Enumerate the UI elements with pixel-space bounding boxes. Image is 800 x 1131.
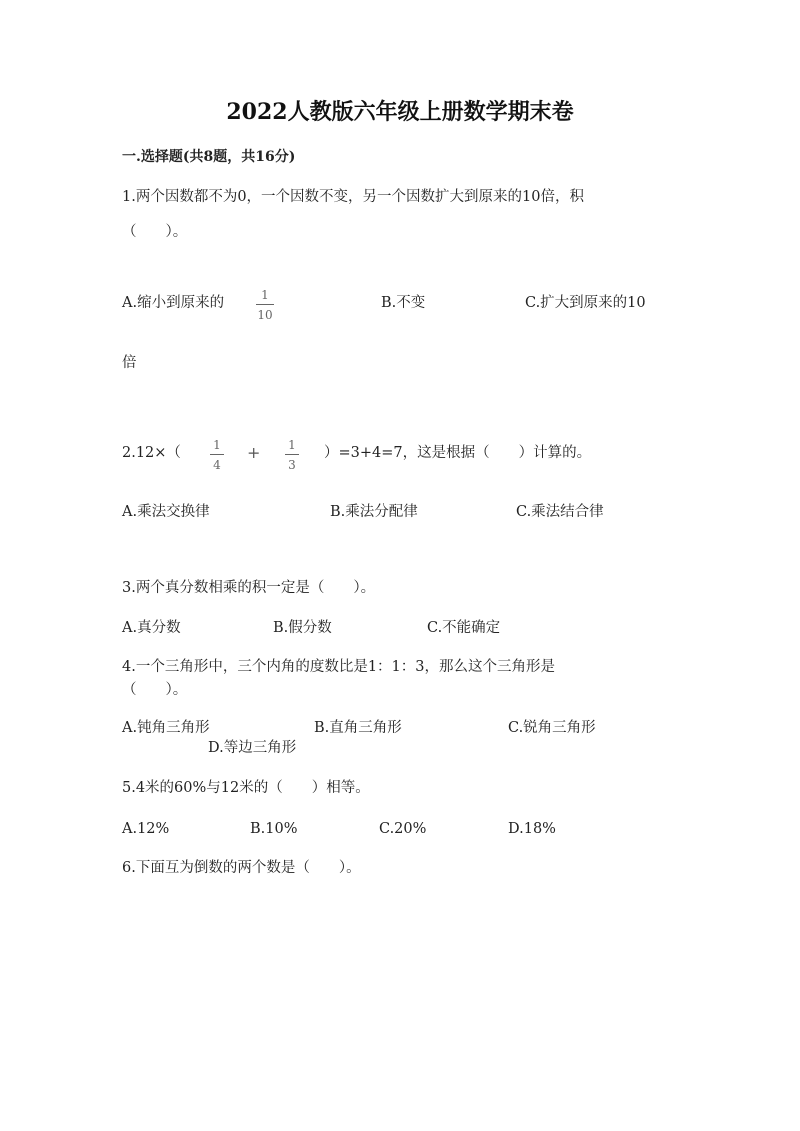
question-6-stem: 6.下面互为倒数的两个数是（ ）。	[122, 860, 361, 876]
question-3-option-b[interactable]: B.假分数	[273, 620, 332, 636]
fraction-bar	[285, 454, 299, 455]
question-5-stem: 5.4米的60%与12米的（ ）相等。	[122, 780, 370, 796]
fraction-bar	[210, 454, 224, 455]
question-1-option-a-text[interactable]: A.缩小到原来的	[122, 295, 225, 311]
question-2-fraction-2	[285, 439, 299, 471]
fraction-numerator: 1	[213, 438, 221, 452]
question-1-option-a-fraction	[256, 289, 274, 321]
question-5-option-c[interactable]: C.20%	[379, 821, 427, 837]
fraction-numerator: 1	[261, 288, 269, 302]
question-2-option-a[interactable]: A.乘法交换律	[122, 504, 210, 520]
fraction-numerator: 1	[288, 438, 296, 452]
section-heading: 一.选择题(共8题，共16分)	[122, 149, 296, 165]
fraction-denominator: 4	[213, 458, 221, 472]
fraction-bar	[256, 304, 274, 305]
page-title: 2022人教版六年级上册数学期末卷	[226, 99, 574, 125]
question-3-option-c[interactable]: C.不能确定	[427, 620, 501, 636]
question-5-option-d[interactable]: D.18%	[508, 821, 556, 837]
question-1-stem-line-1: 1.两个因数都不为0，一个因数不变，另一个因数扩大到原来的10倍，积	[122, 189, 585, 205]
question-3-option-a[interactable]: A.真分数	[122, 620, 181, 636]
fraction-denominator: 3	[288, 458, 296, 472]
fraction-denominator: 10	[257, 308, 273, 322]
question-4-stem-line-1: 4.一个三角形中，三个内角的度数比是1：1：3，那么这个三角形是	[122, 659, 556, 675]
question-2-stem-prefix: 2.12×（	[122, 445, 181, 461]
question-3-stem: 3.两个真分数相乘的积一定是（ ）。	[122, 580, 376, 596]
question-2-option-b[interactable]: B.乘法分配律	[330, 504, 418, 520]
question-1-option-b[interactable]: B.不变	[381, 295, 426, 311]
question-4-option-b[interactable]: B.直角三角形	[314, 720, 402, 736]
question-2-stem-suffix: ）=3+4=7，这是根据（ ）计算的。	[324, 445, 592, 461]
question-2-option-c[interactable]: C.乘法结合律	[516, 504, 604, 520]
question-5-option-a[interactable]: A.12%	[122, 821, 170, 837]
plus-sign: +	[247, 443, 261, 462]
question-4-option-a[interactable]: A.钝角三角形	[122, 720, 210, 736]
question-4-stem-line-2: （ ）。	[122, 682, 188, 698]
question-4-option-d[interactable]: D.等边三角形	[208, 740, 297, 756]
question-4-option-c[interactable]: C.锐角三角形	[508, 720, 596, 736]
question-1-stem-line-2: （ ）。	[122, 224, 188, 240]
question-5-option-b[interactable]: B.10%	[250, 821, 298, 837]
question-1-option-c[interactable]: C.扩大到原来的10	[525, 295, 646, 311]
question-2-fraction-1	[210, 439, 224, 471]
question-1-option-c-continuation: 倍	[122, 355, 137, 371]
